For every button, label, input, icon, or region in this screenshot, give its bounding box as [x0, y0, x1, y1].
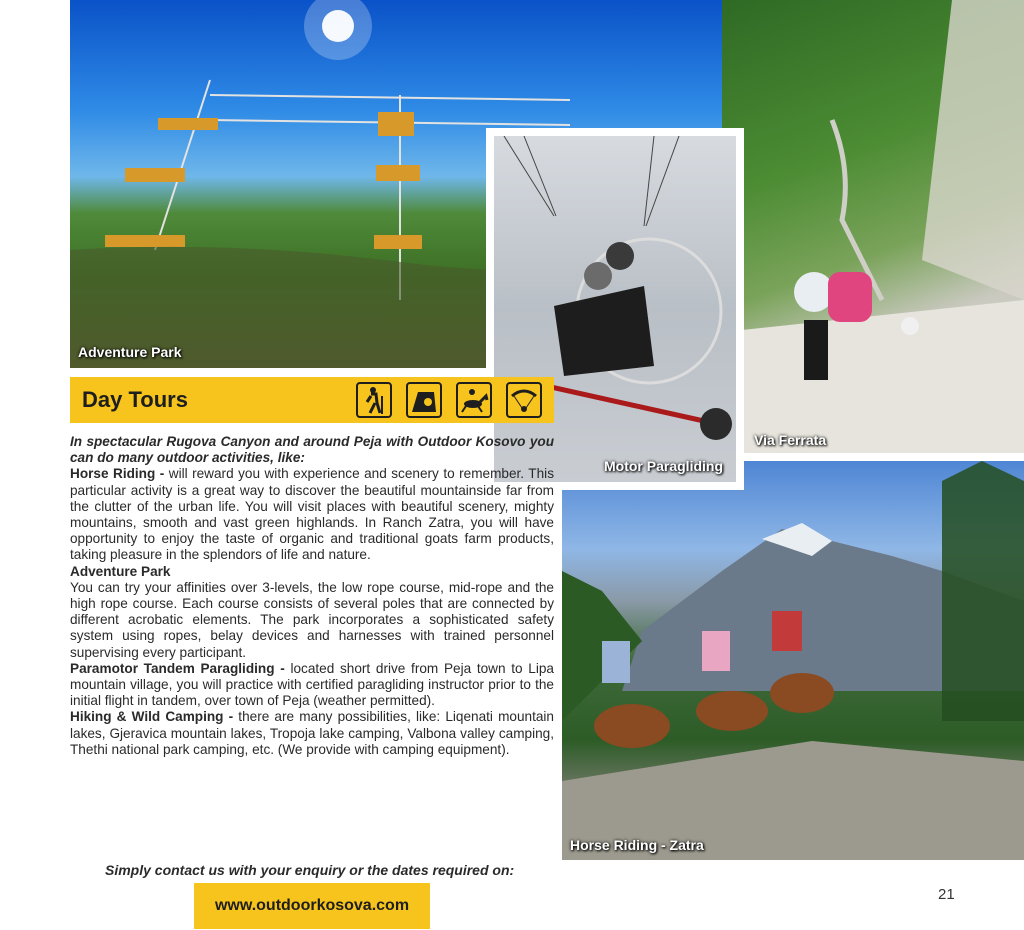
- body-text: [70, 434, 554, 758]
- contact-text: Simply contact us with your enquiry or the dates required on:: [105, 862, 515, 878]
- paragliding-icon: [506, 382, 542, 418]
- horse-riding-paragraph: [70, 466, 554, 563]
- hiking-heading: Hiking & Wild Camping -: [70, 709, 234, 725]
- adventure-park-caption: Adventure Park: [78, 344, 182, 360]
- hiking-icon: [356, 382, 392, 418]
- paramotor-text: located short drive from Peja town to Lipa mountain village, you will practice with certified paragliding instructor prior to the initial flight in tandem, over town of Peja (weather permitted).: [70, 660, 554, 709]
- intro-text: In spectacular Rugova Canyon and around Peja with Outdoor Kosovo you can do many outdoor activities, like:: [70, 434, 554, 466]
- section-header-bar: [70, 377, 554, 423]
- horse-riding-heading: Horse Riding -: [70, 466, 165, 482]
- horse-riding-icon: [456, 382, 492, 418]
- section-title: Day Tours: [82, 387, 188, 412]
- motor-paragliding-photo: [494, 136, 736, 482]
- horse-riding-text: will reward you with experience and scenery to remember. This particular activity is a great way to discover the beautiful mountainside far from the clutter of the urban life. You will visit places with beautiful scenery, mighty mountains, smooth and vast green highlands. In Ranch Zatra, you will have opportunity to enjoy the taste of organic and traditional goats farm products, taking pleasure in the splendors of life and nature.: [70, 466, 554, 563]
- horse-riding-photo: [562, 461, 1024, 860]
- page-number: 21: [938, 886, 955, 903]
- horse-riding-caption: Horse Riding - Zatra: [570, 837, 704, 853]
- via-ferrata-caption: Via Ferrata: [754, 432, 827, 448]
- paramotor-heading: Paramotor Tandem Paragliding -: [70, 660, 285, 676]
- hiking-text: there are many possibilities, like: Liqenati mountain lakes, Gjeravica mountain lakes, Tropoja lake camping, Valbona valley camping, Thethi national park camping, etc. (We provide with camping equipment).: [70, 709, 554, 757]
- hiking-paragraph: [70, 709, 554, 758]
- motor-paragliding-caption: Motor Paragliding: [604, 458, 723, 474]
- paramotor-paragraph: [70, 661, 554, 710]
- via-ferrata-photo: [722, 0, 1024, 453]
- website-link[interactable]: www.outdoorkosova.com: [194, 883, 430, 929]
- adventure-park-text: You can try your affinities over 3-levels, the low rope course, mid-rope and the high rope course. Each course consists of several poles that are connected by different acrobatic elements. The park incorporates a sophisticated safety system using ropes, belay devices and harnesses with trained personnel supervising every participant.: [70, 579, 554, 660]
- adventure-park-heading: Adventure Park: [70, 563, 171, 579]
- camping-icon: [406, 382, 442, 418]
